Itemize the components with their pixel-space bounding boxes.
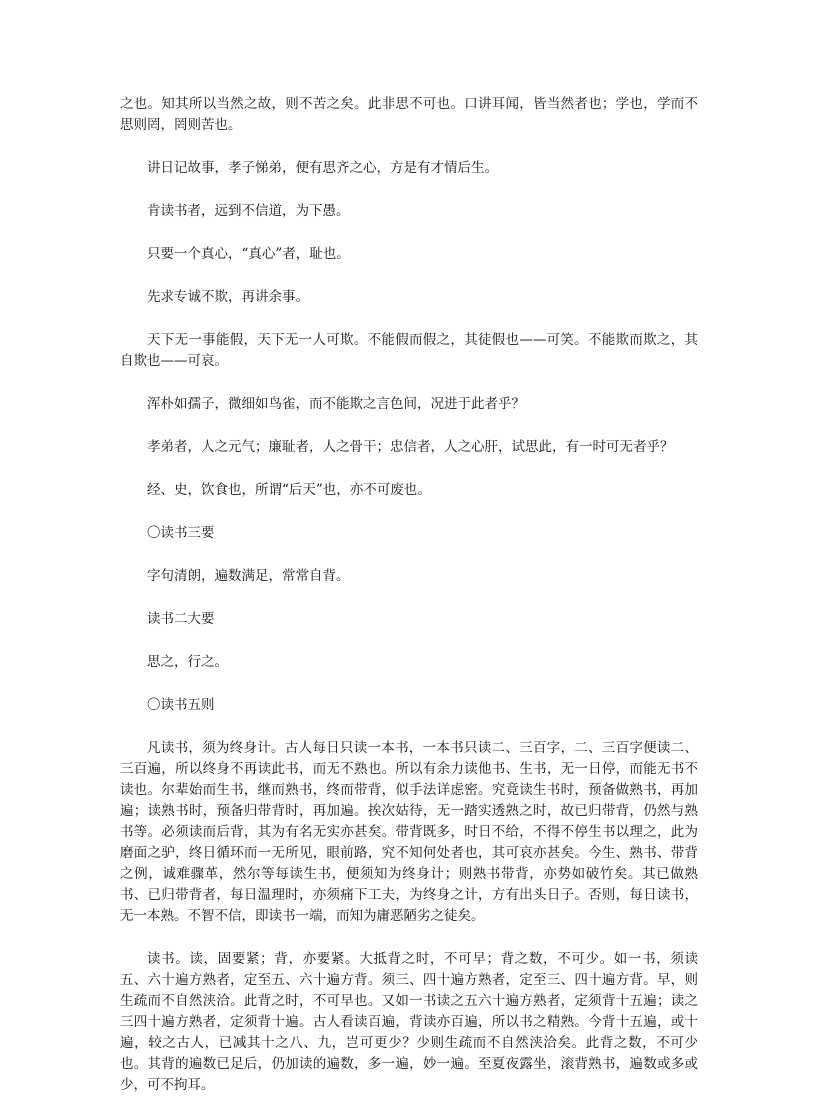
section-heading-five-rules: 〇读书五则 xyxy=(147,697,215,713)
paragraph-lifelong-reading: 凡读书，须为终身计。古人每日只读一本书，一本书只读二、三百字，二、三百字便读二、三百遍，所以终身不再读此书，而无不熟也。所以有余力读他书、生书，无一日停，而能无书不读也。尔辈始而生书，继而熟书，终而带背，似手法详虑密。究竟读生书时，预备做熟书，再加遍；读熟书时，预备归带背时，再加遍。挨次姑待，无一踏实透熟之时，故已归带背，仍然与熟书等。必须读而后背，其为有名无实亦甚矣。带背既多，时日不给，不得不停生书以理之，此为磨面之驴，终日循环而一无所见，眼前路，究不知何处者也，其可哀亦甚矣。今生、熟书、带背之例，诚难骤革，然尔等每读生书，便须知为终身计；则熟书带背，亦势如破竹矣。其已做熟书、已归带背者，每日温理时，亦须痛下工夫，为终身之计，方有出头日子。否则，每日读书，无一本熟。不智不信，即读书一端，而知为庸恶陋劣之徒矣。 xyxy=(120,740,698,924)
paragraph-sincere-heart: 只要一个真心，“真心”者，耻也。 xyxy=(147,246,350,262)
paragraph-reading-reciting: 读书。读，固要紧；背，亦要紧。大抵背之时，不可早；背之数，不可少。如一书，须读五、六十遍方熟者，定至五、六十遍方背。须三、四十遍方熟者，定至三、四十遍方背。早，则生疏而不自然浃洽。此背之时，不可早也。又如一书读之五六十遍方熟者，定须背十五遍；读之三四十遍方熟者，定须背十遍。古人看读百遍，背读亦百遍，所以书之精熟。今背十五遍，或十遍，较之古人，已减其十之八、九，岂可更少？少则生疏而不自然浃洽矣。此背之数，不可少也。其背的遍数已足后，仍加读的遍数，多一遍，妙一遍。至夏夜露坐，滚背熟书，遍数或多或少，可不拘耳。 xyxy=(120,951,698,1093)
paragraph-simple-as-child: 浑朴如孺子，微细如鸟雀，而不能欺之言色间，况进于此者乎？ xyxy=(147,396,525,412)
paragraph-nothing-false: 天下无一事能假，天下无一人可欺。不能假而假之，其徒假也——可笑。不能欺而欺之，其自欺也——可哀。 xyxy=(120,332,698,369)
paragraph-filial-piety: 孝弟者，人之元气；廉耻者，人之骨干；忠信者，人之心肝，试思此，有一时可无者乎？ xyxy=(147,439,674,455)
section-heading-two-essentials: 读书二大要 xyxy=(147,611,215,627)
paragraph-willing-to-read: 肯读书者，远到不信道，为下愚。 xyxy=(147,203,350,219)
section-heading-three-essentials: 〇读书三要 xyxy=(147,525,215,541)
document-page xyxy=(120,94,698,1118)
paragraph-classics-history: 经、史，饮食也，所谓“后天”也，亦不可废也。 xyxy=(147,482,431,498)
paragraph-sincerity-first: 先求专诚不欺，再讲余事。 xyxy=(147,289,309,305)
paragraph-two-essentials: 思之，行之。 xyxy=(147,654,228,670)
paragraph-three-essentials: 字句清朗，遍数满足，常常自背。 xyxy=(147,568,350,584)
paragraph-continuation: 之也。知其所以当然之故，则不苦之矣。此非思不可也。口讲耳闻，皆当然者也；学也，学而不思则罔，罔则苦也。 xyxy=(120,96,698,133)
paragraph-diary-stories: 讲日记故事，孝子悌弟，便有思齐之心，方是有才情后生。 xyxy=(147,160,498,176)
